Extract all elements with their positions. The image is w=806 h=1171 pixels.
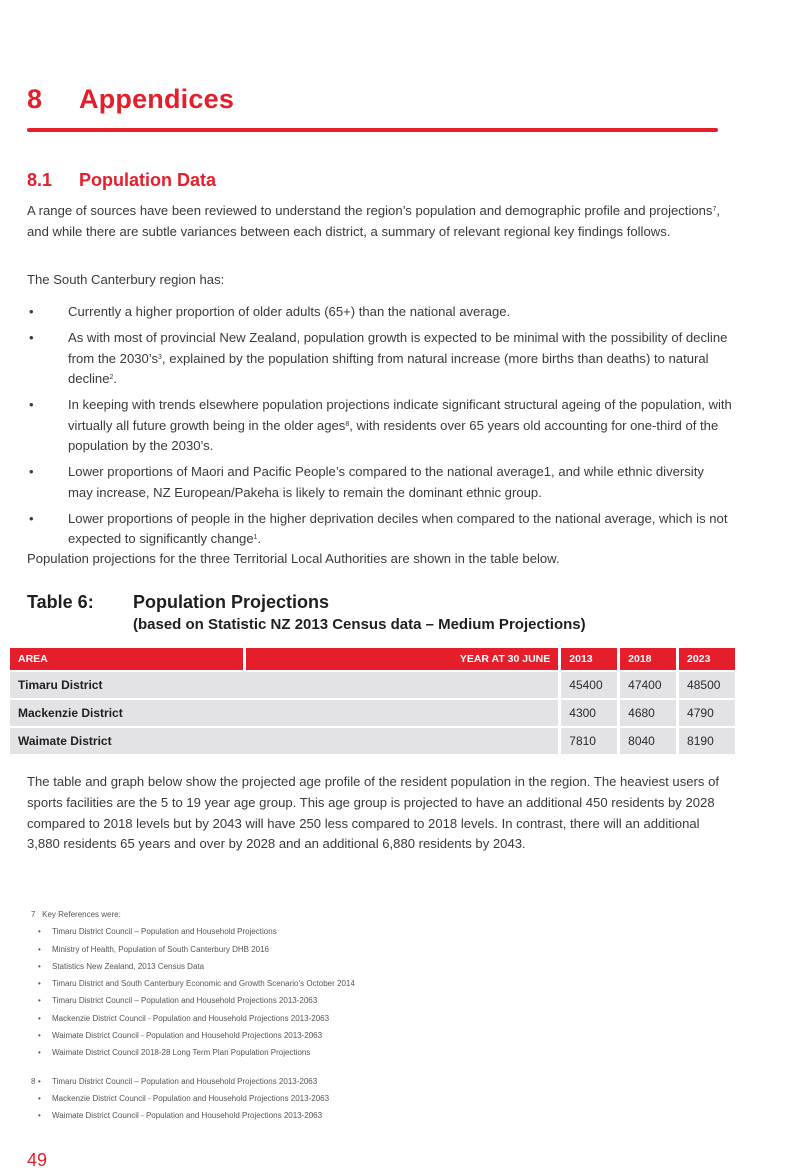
footnote-item [38, 923, 711, 940]
bullet-glyph: • [29, 304, 34, 319]
footnote-item-text: Timaru District Council – Population and Household Projections [52, 927, 277, 937]
footnote-heading-text: Key References were: [42, 910, 121, 919]
row-value: 4300 [561, 700, 617, 726]
page-number: 49 [27, 1150, 48, 1170]
footnote-ref: 3 [158, 353, 162, 361]
bullet-glyph: • [38, 1093, 41, 1103]
footnote-item [38, 1044, 711, 1061]
table-header-row [10, 648, 735, 670]
footnote-item [38, 941, 711, 958]
row-area: Timaru District [10, 672, 558, 698]
intro-text-b: , and while there are subtle variances between each district, a summary of relevant regional key findings follows. [27, 203, 721, 239]
row-area: Waimate District [10, 728, 558, 754]
footnote-item-text: Waimate District Council - Population and Household Projections 2013-2063 [52, 1111, 323, 1121]
bullet-glyph: • [29, 510, 34, 526]
footnote-8 [31, 1073, 711, 1125]
row-value: 4790 [679, 700, 735, 726]
bullet-glyph: • [38, 979, 41, 989]
bullet-glyph: • [38, 961, 41, 971]
footnote-item-text: Waimate District Council 2018-28 Long Term Plan Population Projections [52, 1048, 311, 1058]
list-item-text: , with residents over 65 years old accounting for one-third of the population by the 2030’s. [68, 417, 719, 453]
list-item-text: As with most of provincial New Zealand, population growth is expected to be minimal with the possibility of decline from the 2030’s [68, 330, 728, 366]
bullet-glyph: • [38, 927, 41, 937]
table-title: Population Projections [133, 592, 330, 612]
after-table-paragraph: The table and graph below show the projected age profile of the resident population in the region. The heaviest users of sports facilities are the 5 to 19 year age group. This age group is projected to have an additional 450 residents by 2028 compared to 2018 levels but by 2043 will have 250 less compared to 2018 levels. In contrast, there will an additional 3,880 residents 65 years and over by 2028 and an additional 6,880 residents by 2043. [27, 774, 719, 852]
footnotes [31, 906, 711, 1125]
footnote-number: 7 [31, 910, 36, 919]
footnote-number: 8 [31, 1076, 36, 1086]
footnote-item-text: Ministry of Health, Population of South Canterbury DHB 2016 [52, 944, 270, 954]
bullet-glyph: • [38, 1013, 41, 1023]
list-item [27, 302, 732, 323]
section-heading [27, 170, 216, 191]
footnote-7-heading [31, 906, 711, 923]
section-title: Population Data [79, 170, 217, 190]
footnote-ref: 1 [253, 534, 258, 541]
bullet-glyph: • [38, 944, 41, 954]
table-subtitle: (based on Statistic NZ 2013 Census data – Medium Projections) [133, 616, 586, 633]
list-item [27, 509, 732, 550]
table-row [10, 728, 735, 754]
footnote-8-list [31, 1073, 711, 1125]
footnote-item-text: Mackenzie District Council - Population and Household Projections 2013-2063 [52, 1013, 330, 1023]
chapter-divider [27, 128, 718, 132]
footnote-item-text: Mackenzie District Council - Population and Household Projections 2013-2063 [52, 1093, 330, 1103]
chapter-heading [27, 84, 234, 115]
header-year: 2013 [561, 648, 617, 670]
header-year: 2018 [620, 648, 676, 670]
bullet-glyph: • [38, 1076, 41, 1086]
intro-paragraph [27, 201, 732, 242]
list-item-text: , explained by the population shifting from natural increase (more births than deaths) to natural decline [68, 350, 709, 386]
row-value: 48500 [679, 672, 735, 698]
footnote-item [38, 1090, 711, 1107]
footnote-item-text: Timaru District Council – Population and Household Projections 2013-2063 [52, 1076, 318, 1086]
row-value: 4680 [620, 700, 676, 726]
footnote-ref: 8 [345, 420, 350, 428]
footnote-ref: 2 [109, 374, 114, 381]
bullet-glyph: • [38, 1031, 41, 1041]
list-item [27, 328, 732, 390]
footnote-ref: 7 [712, 206, 717, 213]
footnote-item [38, 992, 711, 1009]
list-item-text: Currently a higher proportion of older adults (65+) than the national average. [68, 304, 511, 319]
chapter-number: 8 [27, 84, 43, 114]
footnote-item [38, 1107, 711, 1124]
row-value: 47400 [620, 672, 676, 698]
footnote-item [38, 1073, 711, 1090]
footnote-item-text: Statistics New Zealand, 2013 Census Data [52, 961, 205, 971]
list-item-text: Lower proportions of Maori and Pacific People’s compared to the national average1, and while ethnic diversity may increase, NZ European/Pakeha is likely to remain the dominant ethnic group. [68, 464, 704, 500]
footnote-item-text: Timaru District Council – Population and Household Projections 2013-2063 [52, 996, 318, 1006]
footnote-item [38, 975, 711, 992]
findings-list [27, 302, 732, 555]
chapter-title: Appendices [79, 84, 235, 114]
row-value: 7810 [561, 728, 617, 754]
section-number: 8.1 [27, 170, 53, 190]
region-has-paragraph: The South Canterbury region has: [27, 272, 225, 287]
bullet-glyph: • [29, 330, 34, 345]
footnote-item-text: Timaru District and South Canterbury Economic and Growth Scenario’s October 2014 [52, 979, 355, 989]
footnote-item [38, 1010, 711, 1027]
header-year: 2023 [679, 648, 735, 670]
list-item-text: . [257, 531, 262, 546]
list-item-text: Lower proportions of people in the higher deprivation deciles when compared to the national average, which is not expected to significantly change [68, 510, 728, 546]
header-year-label: YEAR AT 30 JUNE [246, 648, 558, 670]
bullet-glyph: • [38, 996, 41, 1006]
footnote-item [38, 1027, 711, 1044]
row-value: 8040 [620, 728, 676, 754]
bullet-glyph: • [29, 464, 34, 479]
bullet-glyph: • [38, 1048, 41, 1058]
population-table [7, 646, 738, 756]
intro-text-a: A range of sources have been reviewed to understand the region’s population and demographic profile and projections [27, 203, 713, 218]
row-value: 45400 [561, 672, 617, 698]
list-item [27, 462, 732, 503]
footnote-item [38, 958, 711, 975]
list-item-text: . [113, 371, 118, 386]
footnote-item-text: Waimate District Council - Population and Household Projections 2013-2063 [52, 1031, 323, 1041]
footnote-7-list [31, 923, 711, 1061]
row-value: 8190 [679, 728, 735, 754]
bullet-glyph: • [29, 397, 34, 412]
list-item-text: In keeping with trends elsewhere population projections indicate significant structural ageing of the population, with virtually all future growth being in the older ages [68, 397, 732, 433]
list-item [27, 395, 732, 457]
header-area: AREA [10, 648, 243, 670]
table-label: Table 6: [27, 592, 94, 612]
table-row [10, 700, 735, 726]
projections-intro: Population projections for the three Territorial Local Authorities are shown in the table below. [27, 551, 560, 566]
table-row [10, 672, 735, 698]
bullet-glyph: • [38, 1111, 41, 1121]
row-area: Mackenzie District [10, 700, 558, 726]
